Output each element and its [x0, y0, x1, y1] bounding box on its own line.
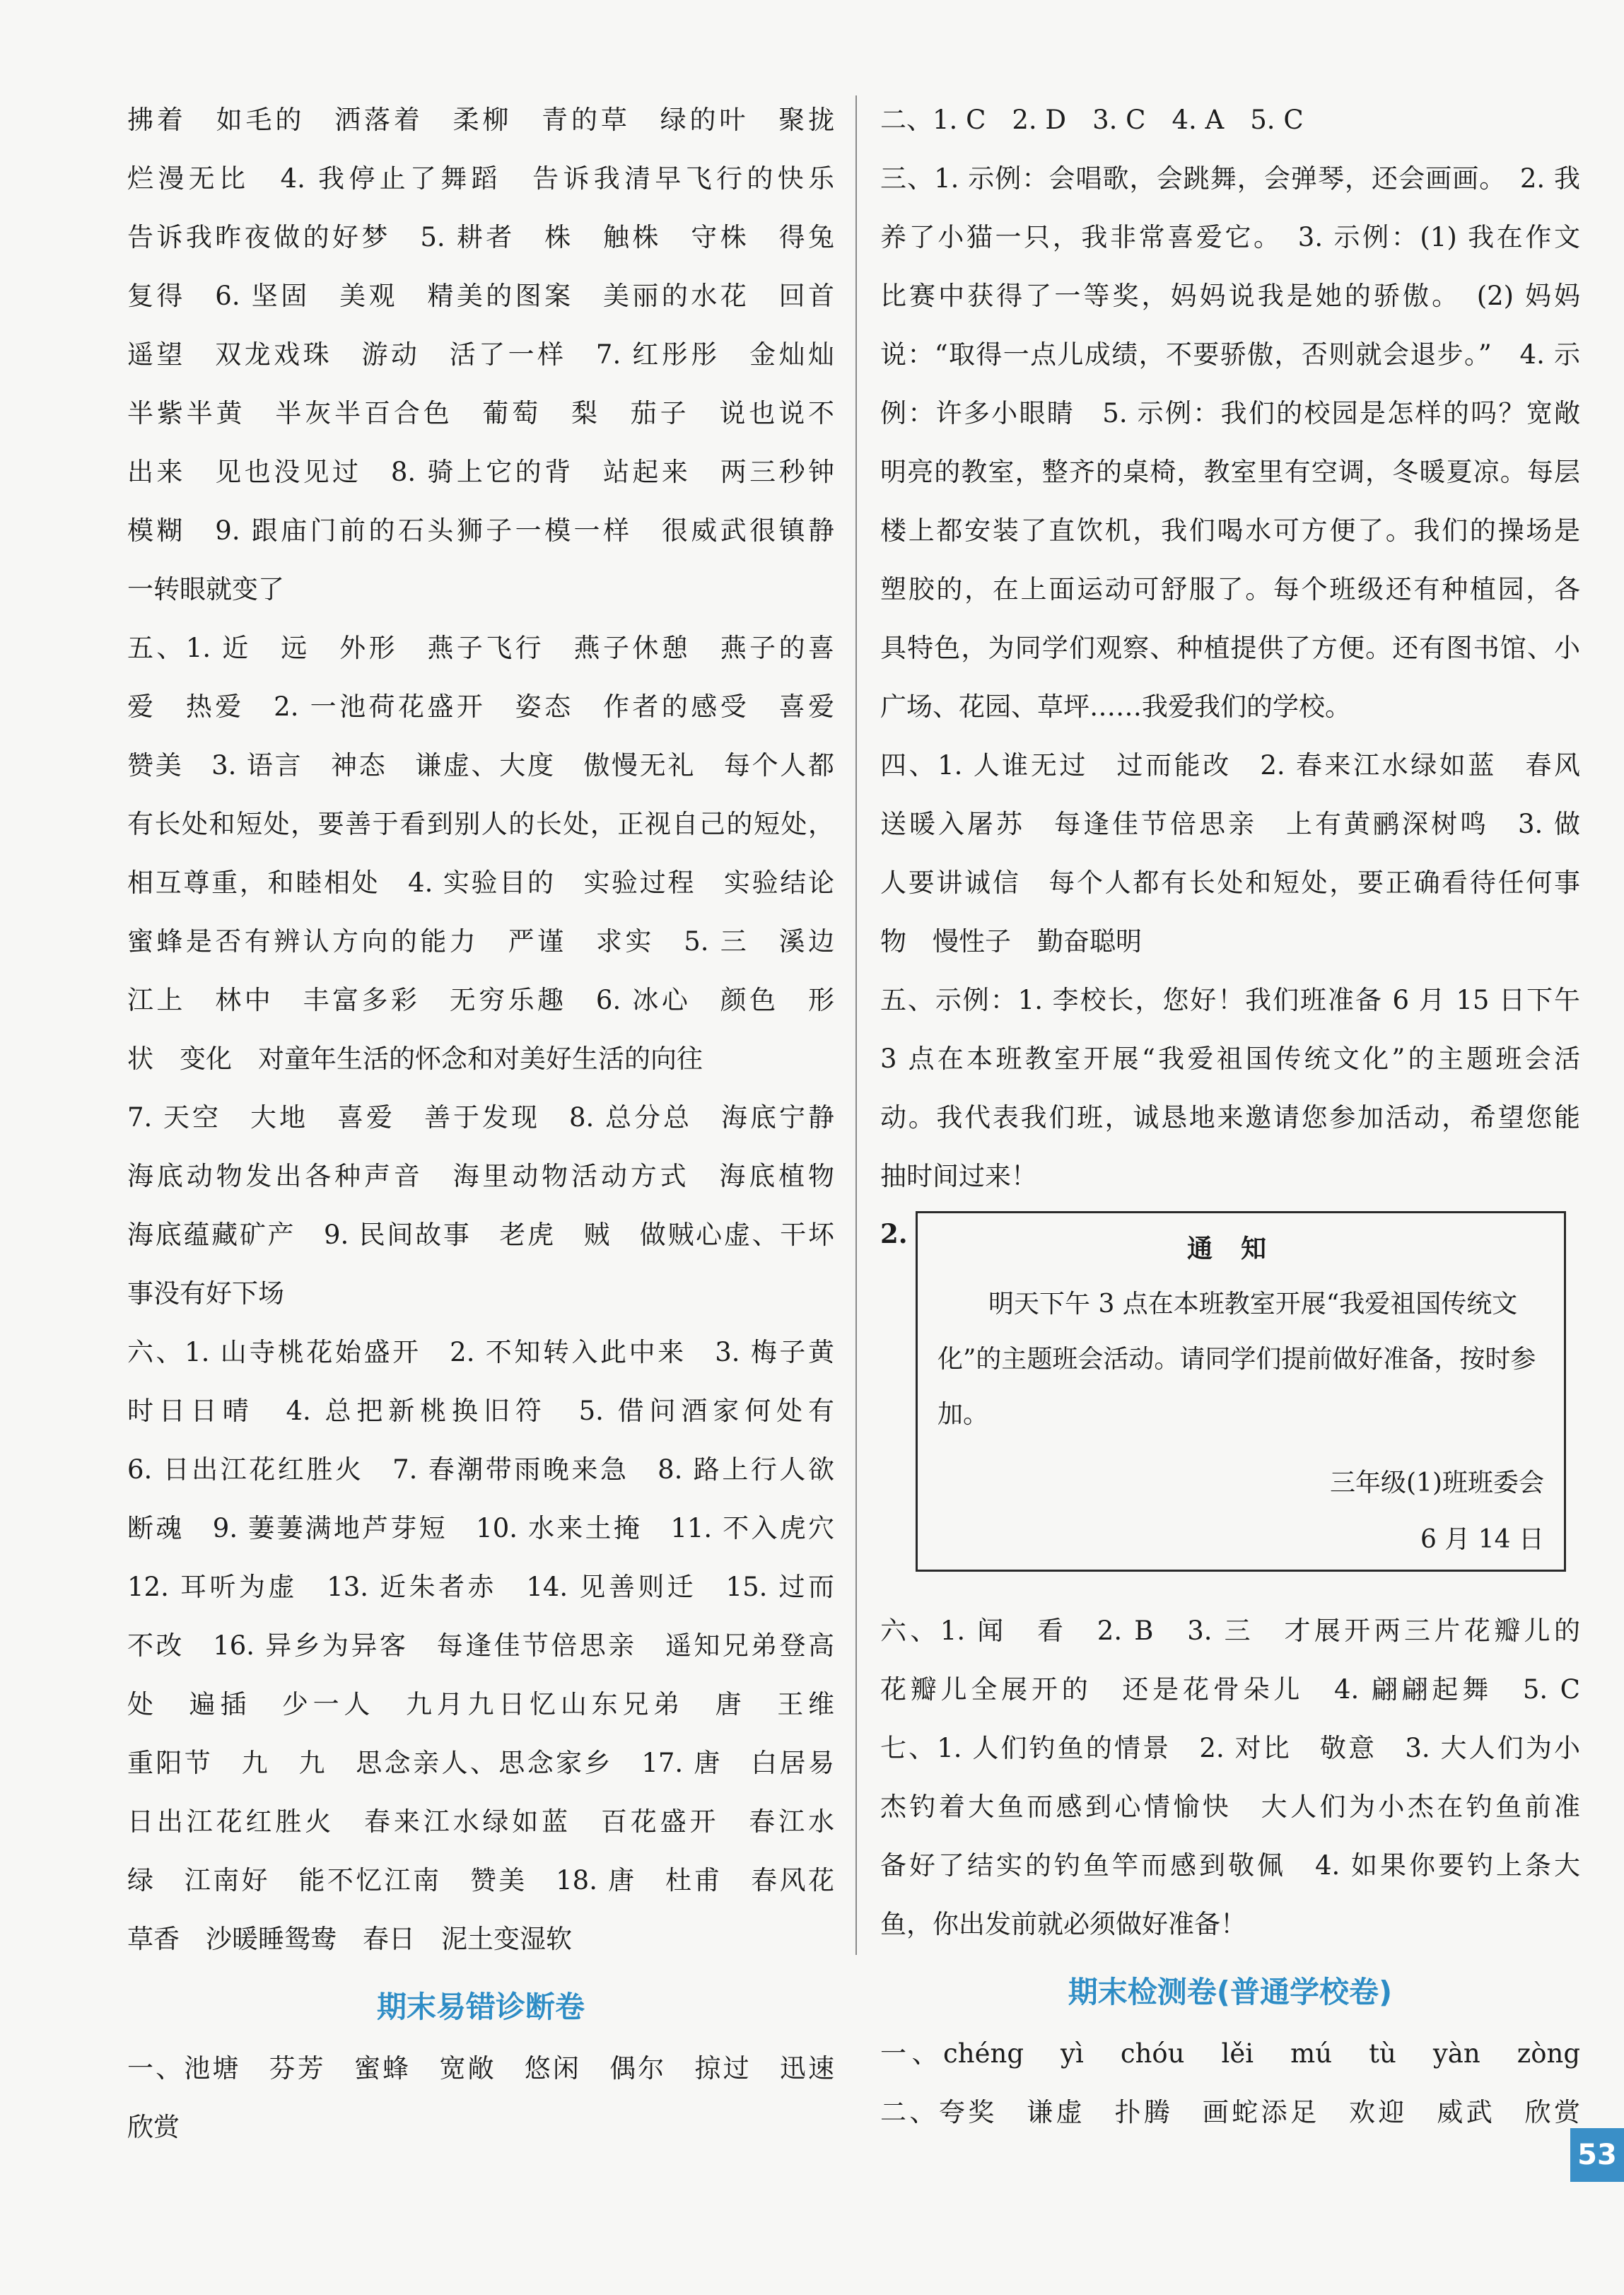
answer-line: 养了小猫一只，我非常喜爱它。 3. 示例：(1) 我在作文	[880, 222, 1580, 252]
notice-section	[880, 1205, 1580, 1601]
answer-block-bottom	[880, 2024, 1580, 2142]
answer-line: 蜜蜂是否有辨认方向的能力 严谨 求实 5. 三 溪边	[127, 926, 834, 957]
answer-line: 比赛中获得了一等奖，妈妈说我是她的骄傲。 (2) 妈妈	[880, 281, 1580, 311]
notice-box	[916, 1211, 1566, 1572]
answer-line: 日出江花红胜火 春来江水绿如蓝 百花盛开 春江水	[127, 1806, 834, 1837]
column-divider	[855, 95, 857, 1955]
answer-line: 不改 16. 异乡为异客 每逢佳节倍思亲 遥知兄弟登高	[127, 1630, 834, 1661]
answer-line: 送暖入屠苏 每逢佳节倍思亲 上有黄鹂深树鸣 3. 做	[880, 809, 1580, 839]
answer-block-top	[127, 90, 834, 1968]
answer-line: 人要讲诚信 每个人都有长处和短处，要正确看待任何事	[880, 868, 1580, 898]
answer-line: 12. 耳听为虚 13. 近朱者赤 14. 见善则迁 15. 过而	[127, 1572, 834, 1602]
answer-line: 江上 林中 丰富多彩 无穷乐趣 6. 冰心 颜色 形	[127, 985, 834, 1015]
answer-line: 二、1. C 2. D 3. C 4. A 5. C	[880, 105, 1304, 135]
answer-block-middle	[880, 1601, 1580, 1954]
answer-line: 三、1. 示例：会唱歌，会跳舞，会弹琴，还会画画。 2. 我	[880, 163, 1580, 194]
answer-line: 四、1. 人谁无过 过而能改 2. 春来江水绿如蓝 春风	[880, 750, 1580, 781]
answer-line: 状 变化 对童年生活的怀念和对美好生活的向往	[127, 1044, 703, 1074]
notice-signature: 三年级(1)班班委会	[1330, 1468, 1544, 1497]
notice-date: 6 月 14 日	[1420, 1525, 1544, 1554]
answer-line: 五、示例：1. 李校长，您好！我们班准备 6 月 15 日下午	[880, 985, 1580, 1015]
answer-line: 说：“取得一点儿成绩，不要骄傲，否则就会退步。” 4. 示	[880, 339, 1580, 370]
answer-line: 重阳节 九 九 思念亲人、思念家乡 17. 唐 白居易	[127, 1748, 834, 1778]
answer-line: 告诉我昨夜做的好梦 5. 耕者 株 触株 守株 得兔	[127, 222, 834, 252]
notice-body: 明天下午 3 点在本班教室开展“我爱祖国传统文化”的主题班会活动。请同学们提前做好准备，按时参加。	[937, 1290, 1536, 1429]
notice-title: 通知	[1186, 1234, 1295, 1263]
answer-line: 出来 见也没见过 8. 骑上它的背 站起来 两三秒钟	[127, 457, 834, 487]
answer-line: 抽时间过来！	[880, 1161, 1037, 1191]
answer-line: 复得 6. 坚固 美观 精美的图案 美丽的水花 回首	[127, 281, 834, 311]
answer-line: 赞美 3. 语言 神态 谦虚、大度 傲慢无礼 每个人都	[127, 750, 834, 781]
answer-line: 六、1. 山寺桃花始盛开 2. 不知转入此中来 3. 梅子黄	[127, 1337, 834, 1367]
answer-line: 明亮的教室，整齐的桌椅，教室里有空调，冬暖夏凉。每层	[880, 457, 1580, 487]
answer-line: 事没有好下场	[127, 1278, 284, 1309]
answer-line: 有长处和短处，要善于看到别人的长处，正视自己的短处，	[127, 809, 834, 839]
answer-line: 杰钓着大鱼而感到心情愉快 大人们为小杰在钓鱼前准	[880, 1792, 1580, 1822]
answer-line: 草香 沙暖睡鸳鸯 春日 泥土变湿软	[127, 1924, 572, 1954]
answer-line: 广场、花园、草坪……我爱我们的学校。	[880, 691, 1351, 722]
answer-line: 备好了结实的钓鱼竿而感到敬佩 4. 如果你要钓上条大	[880, 1850, 1580, 1881]
answer-line: 3 点在本班教室开展“我爱祖国传统文化”的主题班会活	[880, 1044, 1580, 1074]
answer-line: 海底动物发出各种声音 海里动物活动方式 海底植物	[127, 1161, 834, 1191]
answer-line: 塑胶的，在上面运动可舒服了。每个班级还有种植园，各	[880, 574, 1580, 605]
answer-line: 欣赏	[127, 2112, 180, 2142]
page-number: 53	[1570, 2128, 1624, 2182]
section-title: 期末检测卷(普通学校卷)	[1068, 1975, 1393, 2009]
answer-block-bottom	[127, 2039, 834, 2156]
answer-block-top	[880, 90, 1580, 1205]
answer-line: 7. 天空 大地 喜爱 善于发现 8. 总分总 海底宁静	[127, 1102, 834, 1133]
answer-line: 花瓣儿全展开的 还是花骨朵儿 4. 翩翩起舞 5. C	[880, 1674, 1580, 1705]
answer-line: 鱼，你出发前就必须做好准备！	[880, 1909, 1246, 1939]
left-column	[127, 90, 834, 2156]
answer-line: 六、1. 闻 看 2. B 3. 三 才展开两三片花瓣儿的	[880, 1616, 1580, 1646]
answer-line: 一转眼就变了	[127, 574, 284, 605]
notice-number: 2.	[880, 1218, 908, 1249]
answer-line: 五、1. 近 远 外形 燕子飞行 燕子休憩 燕子的喜	[127, 633, 834, 663]
answer-line: 拂着 如毛的 洒落着 柔柳 青的草 绿的叶 聚拢	[127, 105, 834, 135]
answer-line: 物 慢性子 勤奋聪明	[880, 926, 1142, 957]
answer-line: 一、池塘 芬芳 蜜蜂 宽敞 悠闲 偶尔 掠过 迅速	[127, 2053, 834, 2084]
answer-line: 七、1. 人们钓鱼的情景 2. 对比 敬意 3. 大人们为小	[880, 1733, 1580, 1763]
answer-line: 绿 江南好 能不忆江南 赞美 18. 唐 杜甫 春风花	[127, 1865, 834, 1896]
answer-line: 具特色，为同学们观察、种植提供了方便。还有图书馆、小	[880, 633, 1580, 663]
answer-line: 相互尊重，和睦相处 4. 实验目的 实验过程 实验结论	[127, 868, 834, 898]
answer-line: 处 遍插 少一人 九月九日忆山东兄弟 唐 王维	[127, 1689, 834, 1719]
right-column	[880, 90, 1580, 2142]
answer-line: 动。我代表我们班，诚恳地来邀请您参加活动，希望您能	[880, 1102, 1580, 1133]
answer-line: 遥望 双龙戏珠 游动 活了一样 7. 红彤彤 金灿灿	[127, 339, 834, 370]
answer-line: 时日日晴 4. 总把新桃换旧符 5. 借问酒家何处有	[127, 1396, 834, 1426]
answer-line: 二、夸奖 谦虚 扑腾 画蛇添足 欢迎 威武 欣赏	[880, 2097, 1580, 2127]
answer-line: 半紫半黄 半灰半百合色 葡萄 梨 茄子 说也说不	[127, 398, 834, 428]
answer-line: 例：许多小眼睛 5. 示例：我们的校园是怎样的吗？宽敞	[880, 398, 1580, 428]
answer-line: 模糊 9. 跟庙门前的石头狮子一模一样 很威武很镇静	[127, 515, 834, 546]
answer-line: 烂漫无比 4. 我停止了舞蹈 告诉我清早飞行的快乐	[127, 163, 834, 194]
answer-line: 断魂 9. 萋萋满地芦芽短 10. 水来土掩 11. 不入虎穴	[127, 1513, 834, 1543]
answer-line: 海底蕴藏矿产 9. 民间故事 老虎 贼 做贼心虚、干坏	[127, 1220, 834, 1250]
answer-line: 6. 日出江花红胜火 7. 春潮带雨晚来急 8. 路上行人欲	[127, 1454, 834, 1485]
section-title: 期末易错诊断卷	[376, 1990, 585, 2024]
answer-line: 楼上都安装了直饮机，我们喝水可方便了。我们的操场是	[880, 515, 1580, 546]
answer-line: 一、chéng yì chóu lěi mú tù yàn zòng	[880, 2038, 1580, 2069]
answer-line: 爱 热爱 2. 一池荷花盛开 姿态 作者的感受 喜爱	[127, 691, 834, 722]
